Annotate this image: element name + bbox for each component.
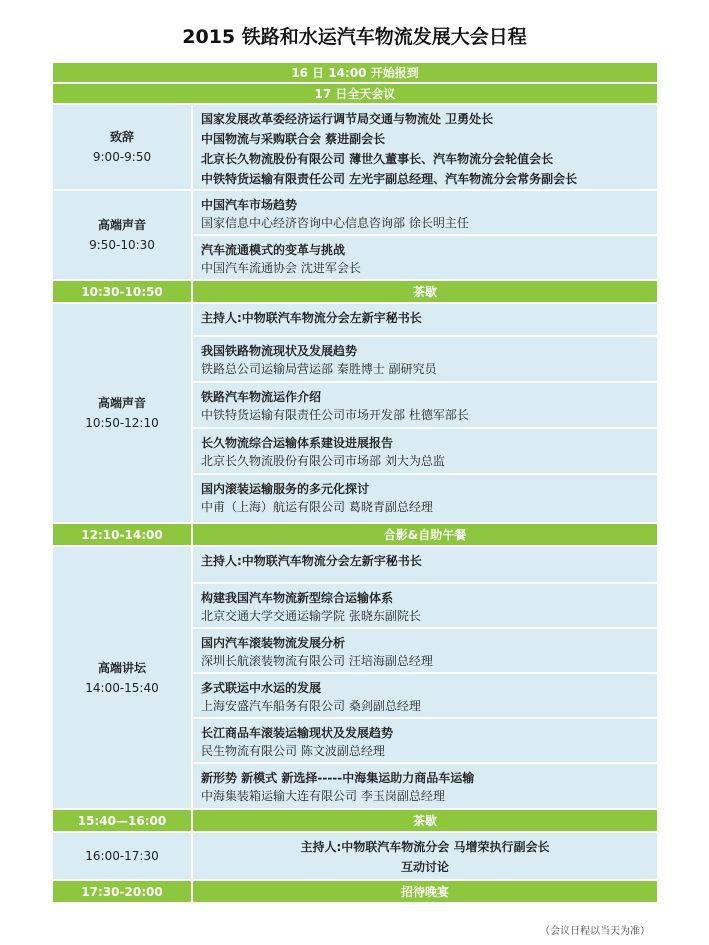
speaker-line: 国家发展改革委经济运行调节局交通与物流处 卫勇处长 [201,112,494,126]
agenda-item [193,337,657,383]
speaker-line: 北京长久物流股份有限公司 薄世久董事长、汽车物流分会轮值会长 [201,152,554,166]
break-label: 合影&自助午餐 [193,524,657,545]
break-tea-2 [53,810,657,833]
agenda-item [193,547,657,584]
agenda-item [193,833,657,881]
topic-line: 国内滚装运输服务的多元化探讨 [201,482,370,497]
session-high-end-voices-1 [53,191,657,281]
topic-line: 长江商品车滚装运输现状及发展趋势 [201,726,394,740]
schedule-table [53,63,657,902]
session-time: 14:00-15:40 [85,680,159,695]
agenda-item [193,475,657,522]
break-tea-1 [53,281,657,304]
agenda-item [193,584,657,629]
page-title: 2015 铁路和水运汽车物流发展大会日程 [182,26,527,48]
footnote: （会议日程以当天为准） [540,926,650,937]
agenda-item [193,383,657,429]
break-time: 10:30-10:50 [53,281,193,302]
speaker-line: 中铁特货运输有限责任公司 左光宇副总经理、汽车物流分会常务副会长 [201,172,578,186]
session-time: 16:00-17:30 [85,849,159,863]
speaker-line: 深圳长航滚装物流有限公司 汪培海副总经理 [201,654,433,668]
agenda-item [193,674,657,719]
break-time: 15:40—16:00 [53,810,193,831]
host-line: 主持人:中物联汽车物流分会左新宇秘书长 [201,311,422,325]
agenda-item [193,236,657,280]
speaker-line: 中甫（上海）航运有限公司 葛晓青副总经理 [201,500,433,515]
agenda-item [193,105,657,191]
break-time: 12:10-14:00 [53,524,193,545]
break-label: 招待晚宴 [193,881,657,902]
agenda-item [193,764,657,808]
topic-line: 铁路汽车物流运作介绍 [201,390,322,405]
agenda-item [193,191,657,236]
session-high-end-voices-2 [53,304,657,524]
speaker-line: 铁路总公司运输局营运部 秦胜博士 副研究员 [201,362,437,377]
session-name: 高端声音 [97,396,146,410]
break-time: 17:30-20:00 [53,881,193,902]
session-name: 高端讲坛 [97,660,146,675]
host-line: 主持人:中物联汽车物流分会左新宇秘书长 [201,554,422,568]
speaker-line: 北京交通大学交通运输学院 张晓东副院长 [201,609,421,623]
agenda-item [193,429,657,475]
speaker-line: 中铁特货运输有限责任公司市场开发部 杜德军部长 [201,408,469,423]
session-name: 高端声音 [97,218,146,232]
speaker-line: 中国汽车流通协会 沈进军会长 [201,261,361,275]
session-label [53,191,193,279]
agenda-item [193,719,657,764]
speaker-line: 中国物流与采购联合会 蔡进副会长 [201,132,386,146]
session-high-end-forum [53,547,657,810]
session-label [53,547,193,808]
session-time: 10:50-12:10 [85,416,159,430]
session-discussion [53,833,657,881]
break-label: 茶歇 [193,281,657,302]
speaker-line: 民生物流有限公司 陈文波副总经理 [201,744,385,758]
topic-line: 构建我国汽车物流新型综合运输体系 [201,591,394,605]
topic-line: 新形势 新模式 新选择-----中海集运助力商品车运输 [201,771,475,785]
break-label: 茶歇 [193,810,657,831]
speaker-line: 中海集装箱运输大连有限公司 李玉岗副总经理 [201,789,445,803]
topic-line: 中国汽车市场趋势 [201,198,298,212]
agenda-item [193,304,657,337]
agenda-item [193,629,657,674]
speaker-line: 国家信息中心经济咨询中心信息咨询部 徐长明主任 [201,216,469,230]
session-label [53,105,193,189]
break-dinner [53,881,657,902]
session-label [53,304,193,522]
host-line: 主持人:中物联汽车物流分会 马增荣执行副会长 [300,840,550,854]
session-opening [53,105,657,191]
session-label [53,833,193,879]
session-time: 9:00-9:50 [92,150,152,164]
topic-line: 我国铁路物流现状及发展趋势 [201,344,358,359]
session-time: 9:50-10:30 [89,238,155,252]
topic-line: 多式联运中水运的发展 [201,681,322,695]
speaker-line: 上海安盛汽车船务有限公司 桑剑副总经理 [201,699,421,713]
session-name: 致辞 [109,130,134,144]
topic-line: 国内汽车滚装物流发展分析 [201,636,346,650]
band-registration: 16 日 14:00 开始报到 [53,63,657,84]
topic-line: 汽车流通模式的变革与挑战 [201,243,346,257]
topic-line: 互动讨论 [400,860,449,874]
speaker-line: 北京长久物流股份有限公司市场部 刘大为总监 [201,454,445,469]
break-lunch [53,524,657,547]
band-day17: 17 日全天会议 [53,84,657,105]
topic-line: 长久物流综合运输体系建设进展报告 [201,436,394,451]
